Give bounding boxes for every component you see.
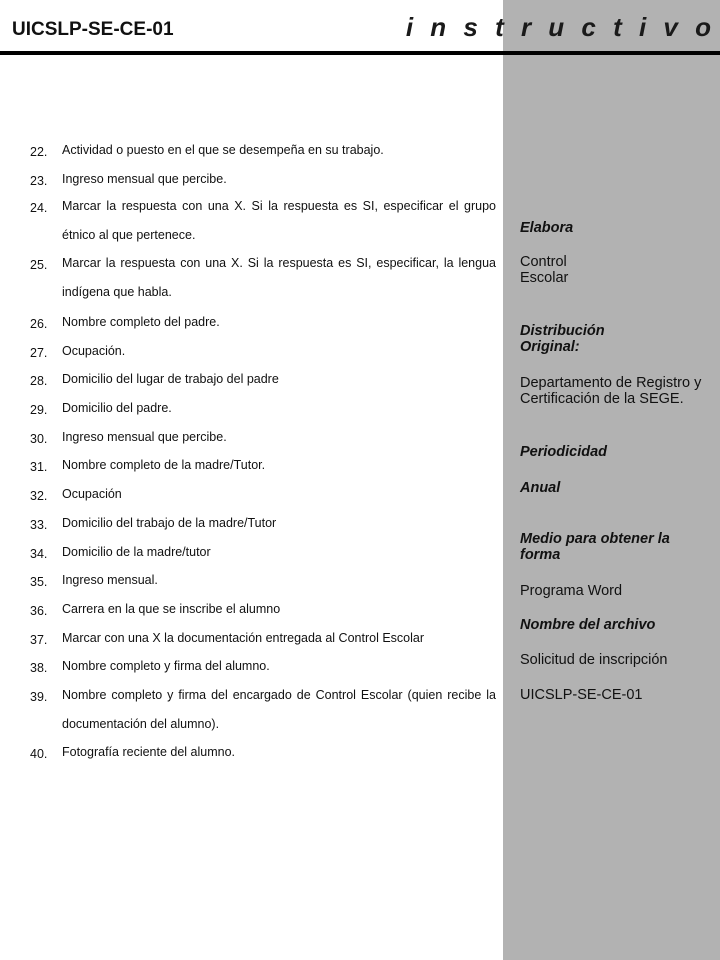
periodicidad-label: Periodicidad — [520, 444, 608, 460]
item-text: Nombre completo del padre. — [62, 315, 220, 329]
item-text: Domicilio de la madre/tutor — [62, 545, 211, 559]
item-number: 31. — [30, 460, 48, 474]
item-number: 22. — [30, 145, 48, 159]
item-text: Actividad o puesto en el que se desempeña en su trabajo. — [62, 143, 384, 157]
document-code: UICSLP-SE-CE-01 — [12, 19, 174, 40]
elabora-value: Control Escolar — [520, 254, 569, 286]
item-number: 23. — [30, 174, 48, 188]
archivo-value: Solicitud de inscripción — [520, 652, 668, 668]
item-text: Fotografía reciente del alumno. — [62, 745, 236, 759]
item-text: Nombre completo y firma del encargado de Control Escolar (quien recibe la documentación del alumno). — [62, 688, 496, 731]
header-divider — [0, 51, 720, 55]
item-text: Ocupación. — [62, 344, 126, 358]
item-text: Ingreso mensual que percibe. — [62, 430, 227, 444]
item-text: Domicilio del padre. — [62, 401, 172, 415]
item-text: Nombre completo de la madre/Tutor. — [62, 458, 266, 472]
item-text: Carrera en la que se inscribe el alumno — [62, 602, 281, 616]
item-number: 35. — [30, 575, 48, 589]
item-text: Marcar la respuesta con una X. Si la respuesta es SI, especificar, la lengua indígena que habla. — [62, 256, 496, 299]
item-number: 34. — [30, 547, 48, 561]
item-text: Ingreso mensual. — [62, 573, 158, 587]
item-number: 30. — [30, 432, 48, 446]
item-number: 25. — [30, 258, 48, 272]
item-text: Domicilio del lugar de trabajo del padre — [62, 372, 279, 386]
item-number: 26. — [30, 317, 48, 331]
item-number: 38. — [30, 661, 48, 675]
item-number: 32. — [30, 489, 48, 503]
item-number: 27. — [30, 346, 48, 360]
item-number: 33. — [30, 518, 48, 532]
item-number: 39. — [30, 690, 48, 704]
item-number: 29. — [30, 403, 48, 417]
item-text: Marcar la respuesta con una X. Si la respuesta es SI, especificar el grupo étnico al que pertenece. — [62, 199, 496, 242]
medio-label: Medio para obtener la forma — [520, 531, 670, 563]
item-number: 24. — [30, 201, 48, 215]
item-number: 37. — [30, 633, 48, 647]
archivo-label: Nombre del archivo — [520, 617, 656, 633]
item-text: Marcar con una X la documentación entregada al Control Escolar — [62, 631, 425, 645]
item-text: Ingreso mensual que percibe. — [62, 172, 227, 186]
periodicidad-value: Anual — [520, 480, 561, 496]
item-number: 28. — [30, 374, 48, 388]
distribucion-value: Departamento de Registro y Certificación de la SEGE. — [520, 375, 702, 407]
medio-value: Programa Word — [520, 583, 623, 599]
item-number: 40. — [30, 747, 48, 761]
codigo-value: UICSLP-SE-CE-01 — [520, 687, 643, 703]
item-text: Ocupación — [62, 487, 122, 501]
item-text: Nombre completo y firma del alumno. — [62, 659, 270, 673]
page-title: i n s t r u c t i v o — [405, 12, 716, 42]
distribucion-label: Distribución Original: — [520, 323, 605, 355]
item-number: 36. — [30, 604, 48, 618]
item-text: Domicilio del trabajo de la madre/Tutor — [62, 516, 277, 530]
elabora-label: Elabora — [520, 220, 574, 236]
